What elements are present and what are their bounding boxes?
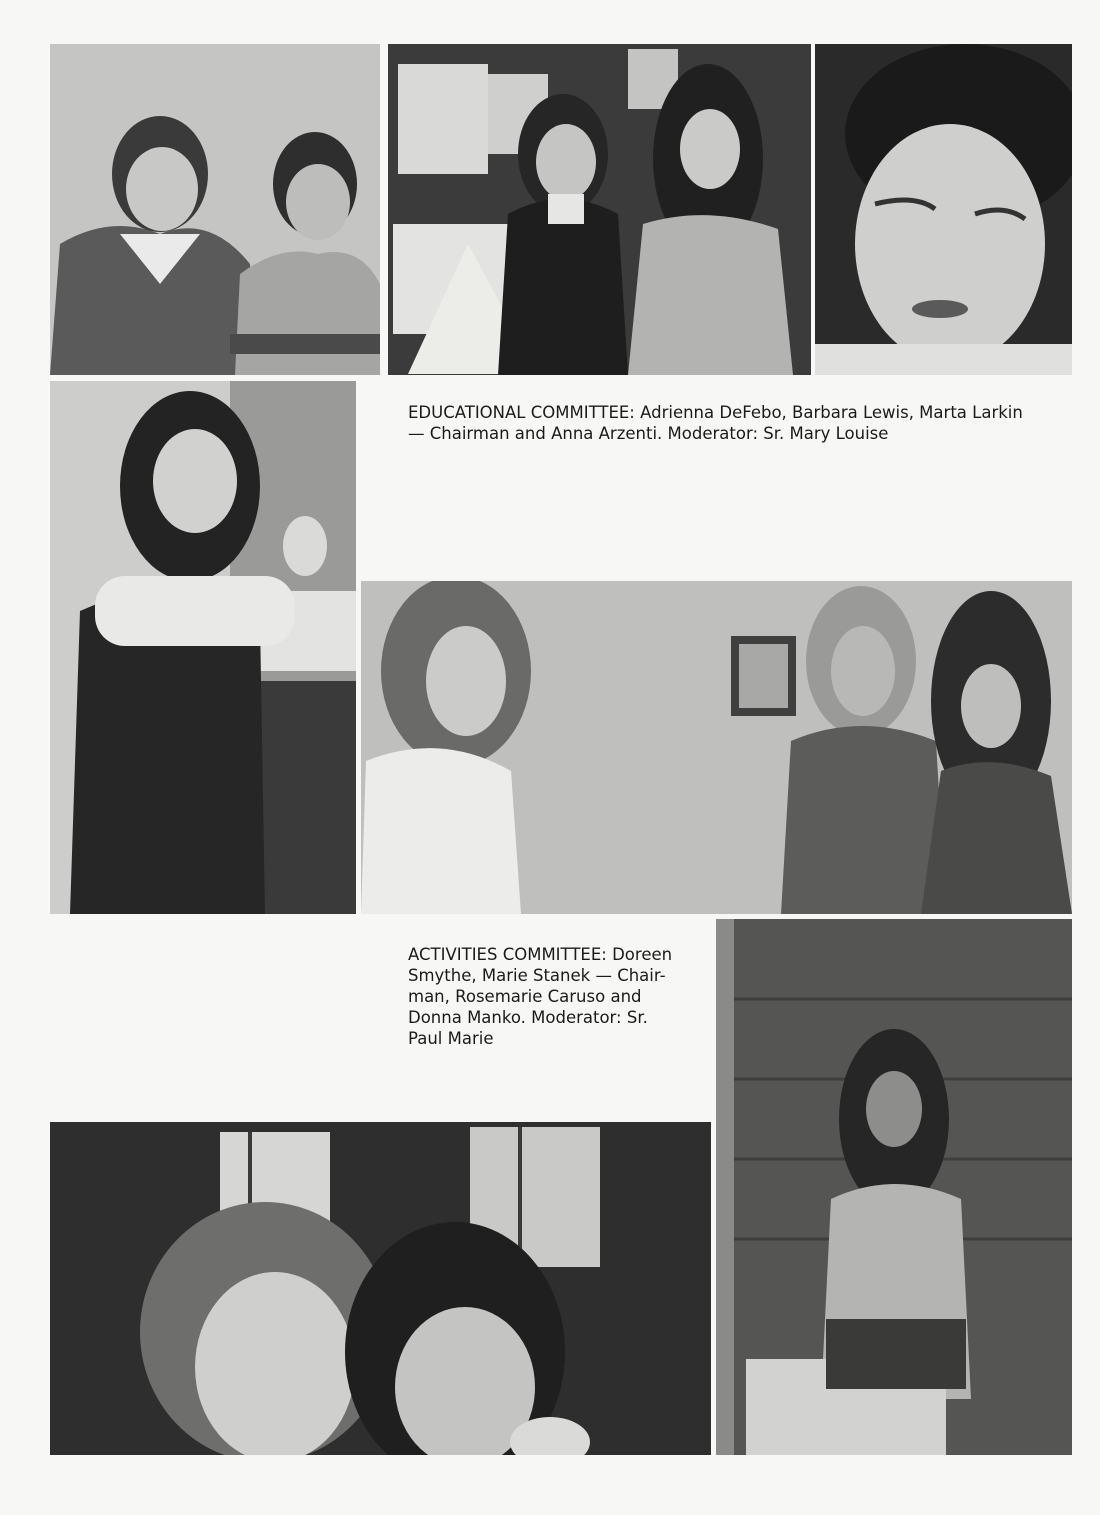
photo-two-students-at-wall (50, 44, 380, 375)
activities-committee-line2: Smythe, Marie Stanek — Chair- (408, 966, 666, 985)
photo-closeup-short-hair (815, 44, 1072, 375)
activities-committee-caption (408, 944, 693, 1049)
educational-committee-members-line2: — Chairman and Anna Arzenti. Moderator: Sr. Mary Louise (408, 424, 889, 443)
educational-committee-members-line1: Adrienna DeFebo, Barbara Lewis, Marta Larkin (640, 403, 1023, 422)
activities-committee-line5: Paul Marie (408, 1029, 494, 1048)
photo-student-standing-in-room (716, 919, 1072, 1455)
photo-student-hand-on-board (50, 381, 356, 914)
activities-committee-line3: man, Rosemarie Caruso and (408, 987, 642, 1006)
activities-committee-heading: ACTIVITIES COMMITTEE: (408, 945, 607, 964)
photo-two-students-closeup (50, 1122, 711, 1455)
photo-students-by-bulletin-board (388, 44, 811, 375)
photo-three-students-in-hallway (361, 581, 1072, 914)
educational-committee-caption (408, 402, 1072, 444)
activities-committee-line4: Donna Manko. Moderator: Sr. (408, 1008, 648, 1027)
activities-committee-line1: Doreen (612, 945, 673, 964)
educational-committee-heading: EDUCATIONAL COMMITTEE: (408, 403, 635, 422)
